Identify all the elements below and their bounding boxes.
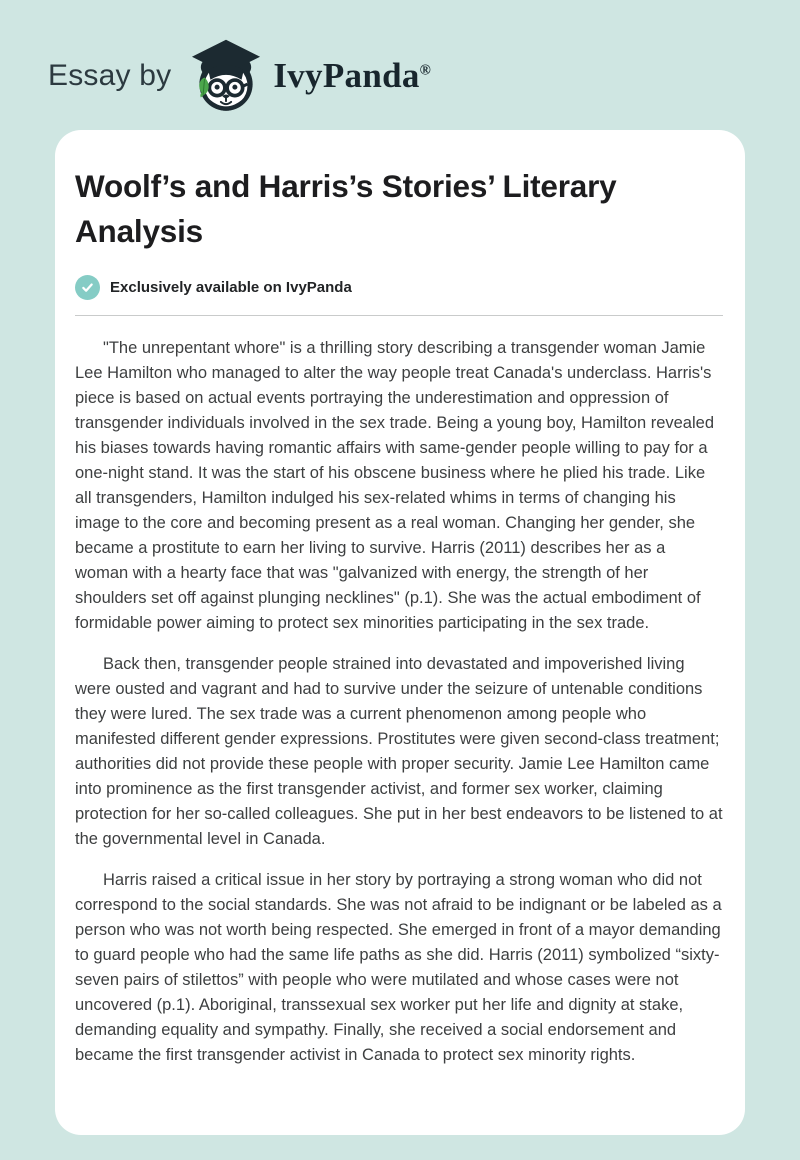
essay-by-label: Essay by bbox=[48, 59, 172, 92]
ivypanda-logo-icon bbox=[189, 36, 263, 116]
exclusive-badge-label: Exclusively available on IvyPanda bbox=[110, 279, 352, 296]
page-title: Woolf’s and Harris’s Stories’ Literary Analysis bbox=[75, 168, 617, 249]
essay-body bbox=[75, 336, 723, 1068]
exclusive-badge bbox=[75, 275, 723, 300]
essay-paragraph-3: Harris raised a critical issue in her story by portraying a strong woman who did not correspond to the social standards. She was not afraid to be indignant or be labeled as a person who was not worth being respected. She emerged in front of a mayor demanding to guard people who had the same life paths as she did. Harris (2011) symbolized “sixty-seven pairs of stilettos” with people who were mutilated and whose cases were not uncovered (p.1). Aboriginal, transsexual sex worker put her life and dignity at stake, demanding equality and sympathy. Finally, she received a social endorsement and became the first transgender activist in Canada to protect sex minority rights. bbox=[75, 871, 722, 1064]
essay-paragraph-1: "The unrepentant whore" is a thrilling story describing a transgender woman Jamie Lee Hamilton who managed to alter the way people treat Canada's underclass. Harris's piece is based on actual events portraying the underestimation and oppression of transgender individuals involved in the sex trade. Being a young boy, Hamilton revealed his biases towards having romantic affairs with same-gender people willing to pay for a one-night stand. It was the start of his obscene business where he plied his trade. Like all transgenders, Hamilton indulged his sex-related whims in terms of changing his image to the core and becoming present as a real woman. Changing her gender, she became a prostitute to earn her living to survive. Harris (2011) describes her as a woman with a hearty face that was "galvanized with energy, the strength of her shoulders set off against plunging necklines" (p.1). She was the actual embodiment of formidable power aiming to protect sex minorities participating in the sex trade. bbox=[75, 339, 714, 632]
check-icon bbox=[75, 275, 100, 300]
divider bbox=[75, 315, 723, 316]
essay-paragraph-2: Back then, transgender people strained into devastated and impoverished living were ousted and vagrant and had to survive under the seizure of untenable conditions they were lured. The sex trade was a current phenomenon among people who manifested different gender expressions. Prostitutes were given second-class treatment; authorities did not provide these people with proper security. Jamie Lee Hamilton came into prominence as the first transgender activist, and former sex worker, claiming protection for her so-called colleagues. She put in her best endeavors to be listened to at the governmental level in Canada. bbox=[75, 655, 723, 848]
essay-card bbox=[55, 130, 745, 1135]
header bbox=[0, 0, 800, 118]
brand-wordmark bbox=[273, 56, 431, 96]
brand-name: IvyPanda bbox=[273, 56, 420, 95]
registered-mark: ® bbox=[419, 62, 432, 79]
